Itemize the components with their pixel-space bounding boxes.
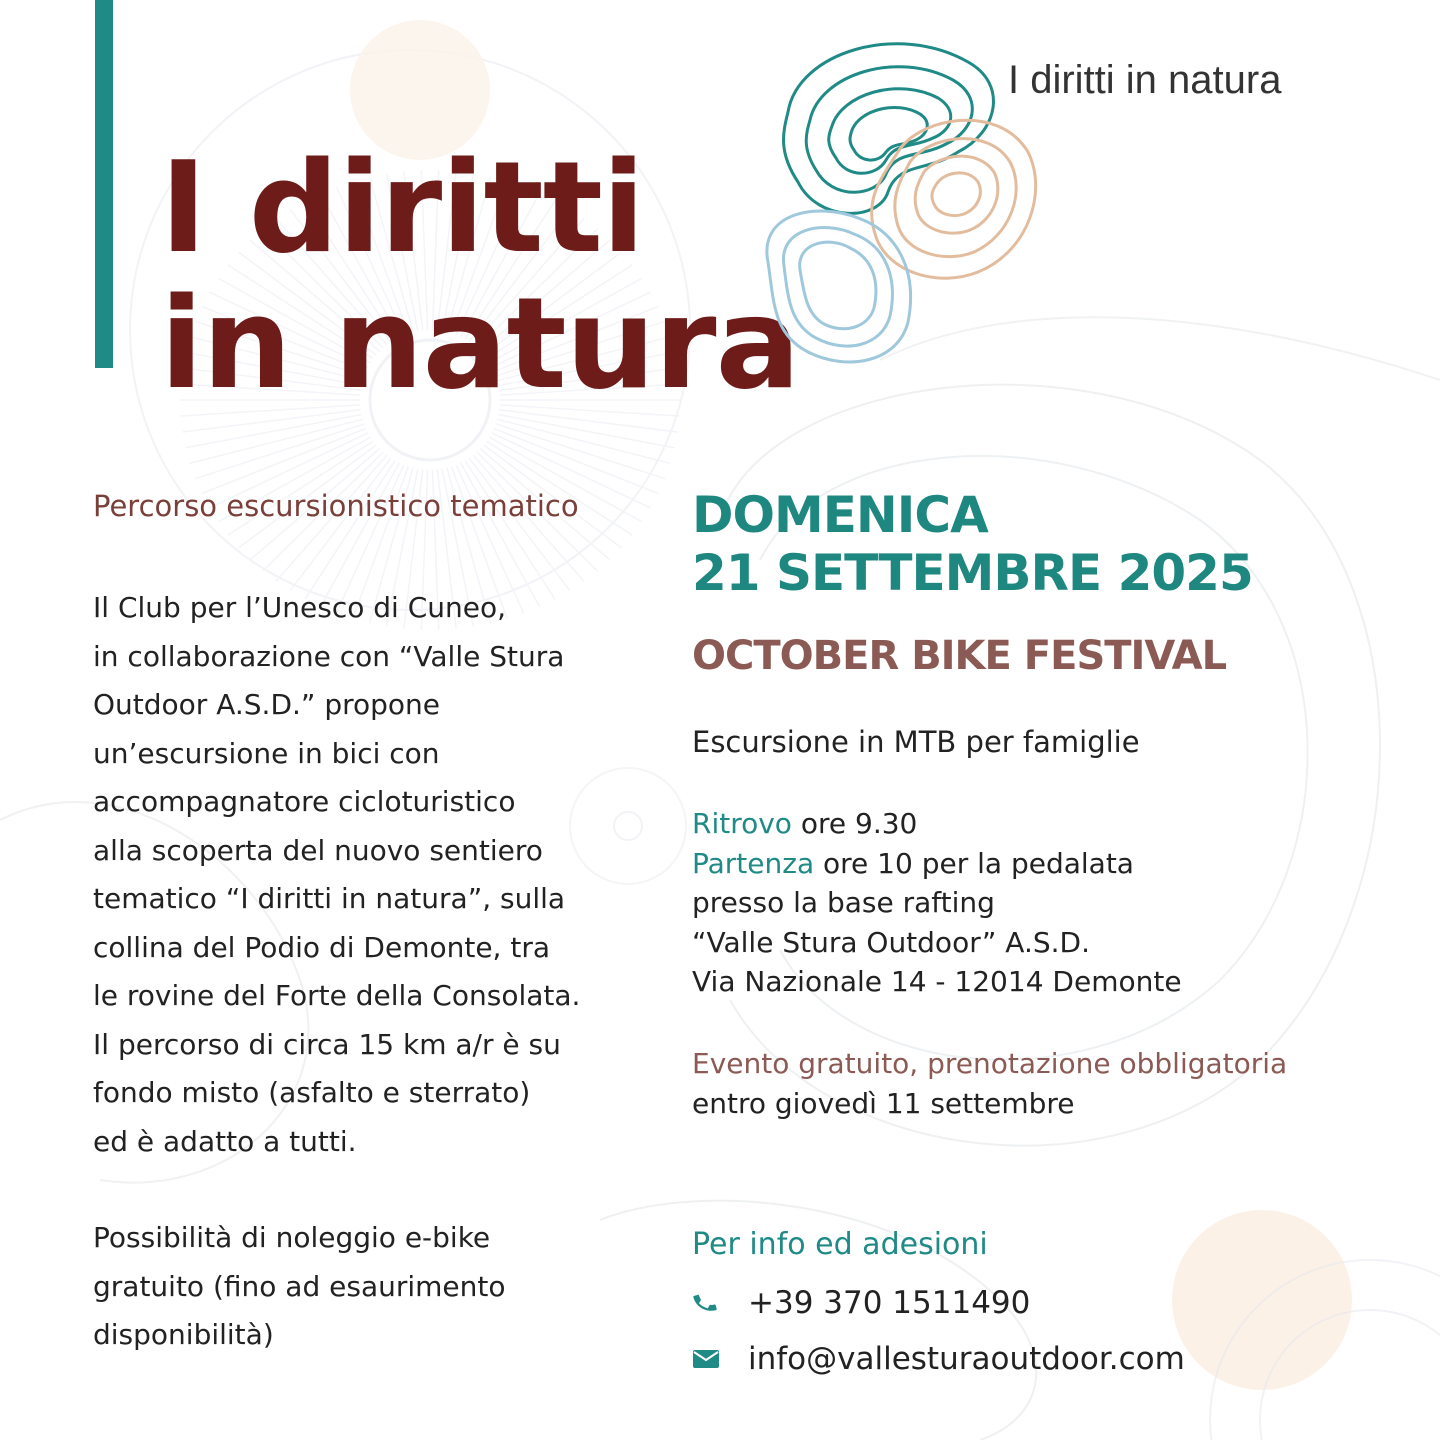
activity: Escursione in MTB per famiglie <box>692 725 1140 759</box>
meeting-info <box>692 804 1392 1002</box>
festival-name: OCTOBER BIKE FESTIVAL <box>692 633 1227 679</box>
event-column <box>692 486 1392 1124</box>
main-title-line2: in natura <box>160 270 800 417</box>
rental-line: disponibilità) <box>93 1318 274 1351</box>
location-line: “Valle Stura Outdoor” A.S.D. <box>692 925 1090 959</box>
location-line: presso la base rafting <box>692 886 995 919</box>
rental-line: gratuito (fino ad esaurimento <box>93 1269 506 1303</box>
description <box>93 584 673 1166</box>
description-line: le rovine del Forte della Consolata. <box>93 979 581 1012</box>
email-row[interactable] <box>692 1334 1392 1384</box>
event-date-day: DOMENICA <box>692 486 988 544</box>
phone-number[interactable]: +39 370 1511490 <box>748 1285 1031 1321</box>
event-date-full: 21 SETTEMBRE 2025 <box>692 544 1253 602</box>
logo-contour-icon <box>748 22 1048 374</box>
ritrovo-label: Ritrovo <box>692 807 792 840</box>
contact-title: Per info ed adesioni <box>692 1227 988 1262</box>
description-line: Il Club per l’Unesco di Cuneo, <box>93 591 507 624</box>
main-title-line1: I diritti <box>160 134 645 281</box>
accent-bar <box>95 0 113 368</box>
logo-text: I diritti in natura <box>1008 58 1282 102</box>
main-title <box>160 134 800 417</box>
description-line: fondo misto (asfalto e sterrato) <box>93 1076 531 1109</box>
description-line: collina del Podio di Demonte, tra <box>93 930 550 964</box>
partenza-label: Partenza <box>692 846 815 880</box>
location-line: Via Nazionale 14 - 12014 Demonte <box>692 965 1182 998</box>
email-address[interactable]: info@vallesturaoutdoor.com <box>748 1341 1185 1377</box>
description-line: alla scoperta del nuovo sentiero <box>93 833 543 867</box>
booking-info <box>692 1044 1392 1124</box>
contact-section <box>692 1226 1392 1384</box>
description-line: ed è adatto a tutti. <box>93 1124 357 1158</box>
ritrovo-line <box>692 804 1392 844</box>
description-line: accompagnatore cicloturistico <box>93 785 516 818</box>
ritrovo-value: ore 9.30 <box>791 807 918 840</box>
description-column <box>93 488 673 1360</box>
phone-icon <box>692 1287 724 1319</box>
event-date <box>692 486 1392 602</box>
subtitle: Percorso escursionistico tematico <box>93 489 579 523</box>
partenza-line <box>692 844 1392 884</box>
mail-icon <box>692 1343 724 1375</box>
rental-note <box>93 1214 673 1360</box>
description-line: tematico “I diritti in natura”, sulla <box>93 882 566 915</box>
partenza-value: ore 10 per la pedalata <box>814 846 1134 880</box>
description-line: un’escursione in bici con <box>93 736 440 770</box>
description-line: in collaborazione con “Valle Stura <box>93 639 565 673</box>
description-line: Outdoor A.S.D.” propone <box>93 688 440 721</box>
booking-highlight: Evento gratuito, prenotazione obbligatoria <box>692 1046 1288 1080</box>
description-line: Il percorso di circa 15 km a/r è su <box>93 1027 561 1061</box>
rental-line: Possibilità di noleggio e-bike <box>93 1221 491 1254</box>
phone-row[interactable] <box>692 1278 1392 1328</box>
booking-deadline: entro giovedì 11 settembre <box>692 1086 1075 1120</box>
